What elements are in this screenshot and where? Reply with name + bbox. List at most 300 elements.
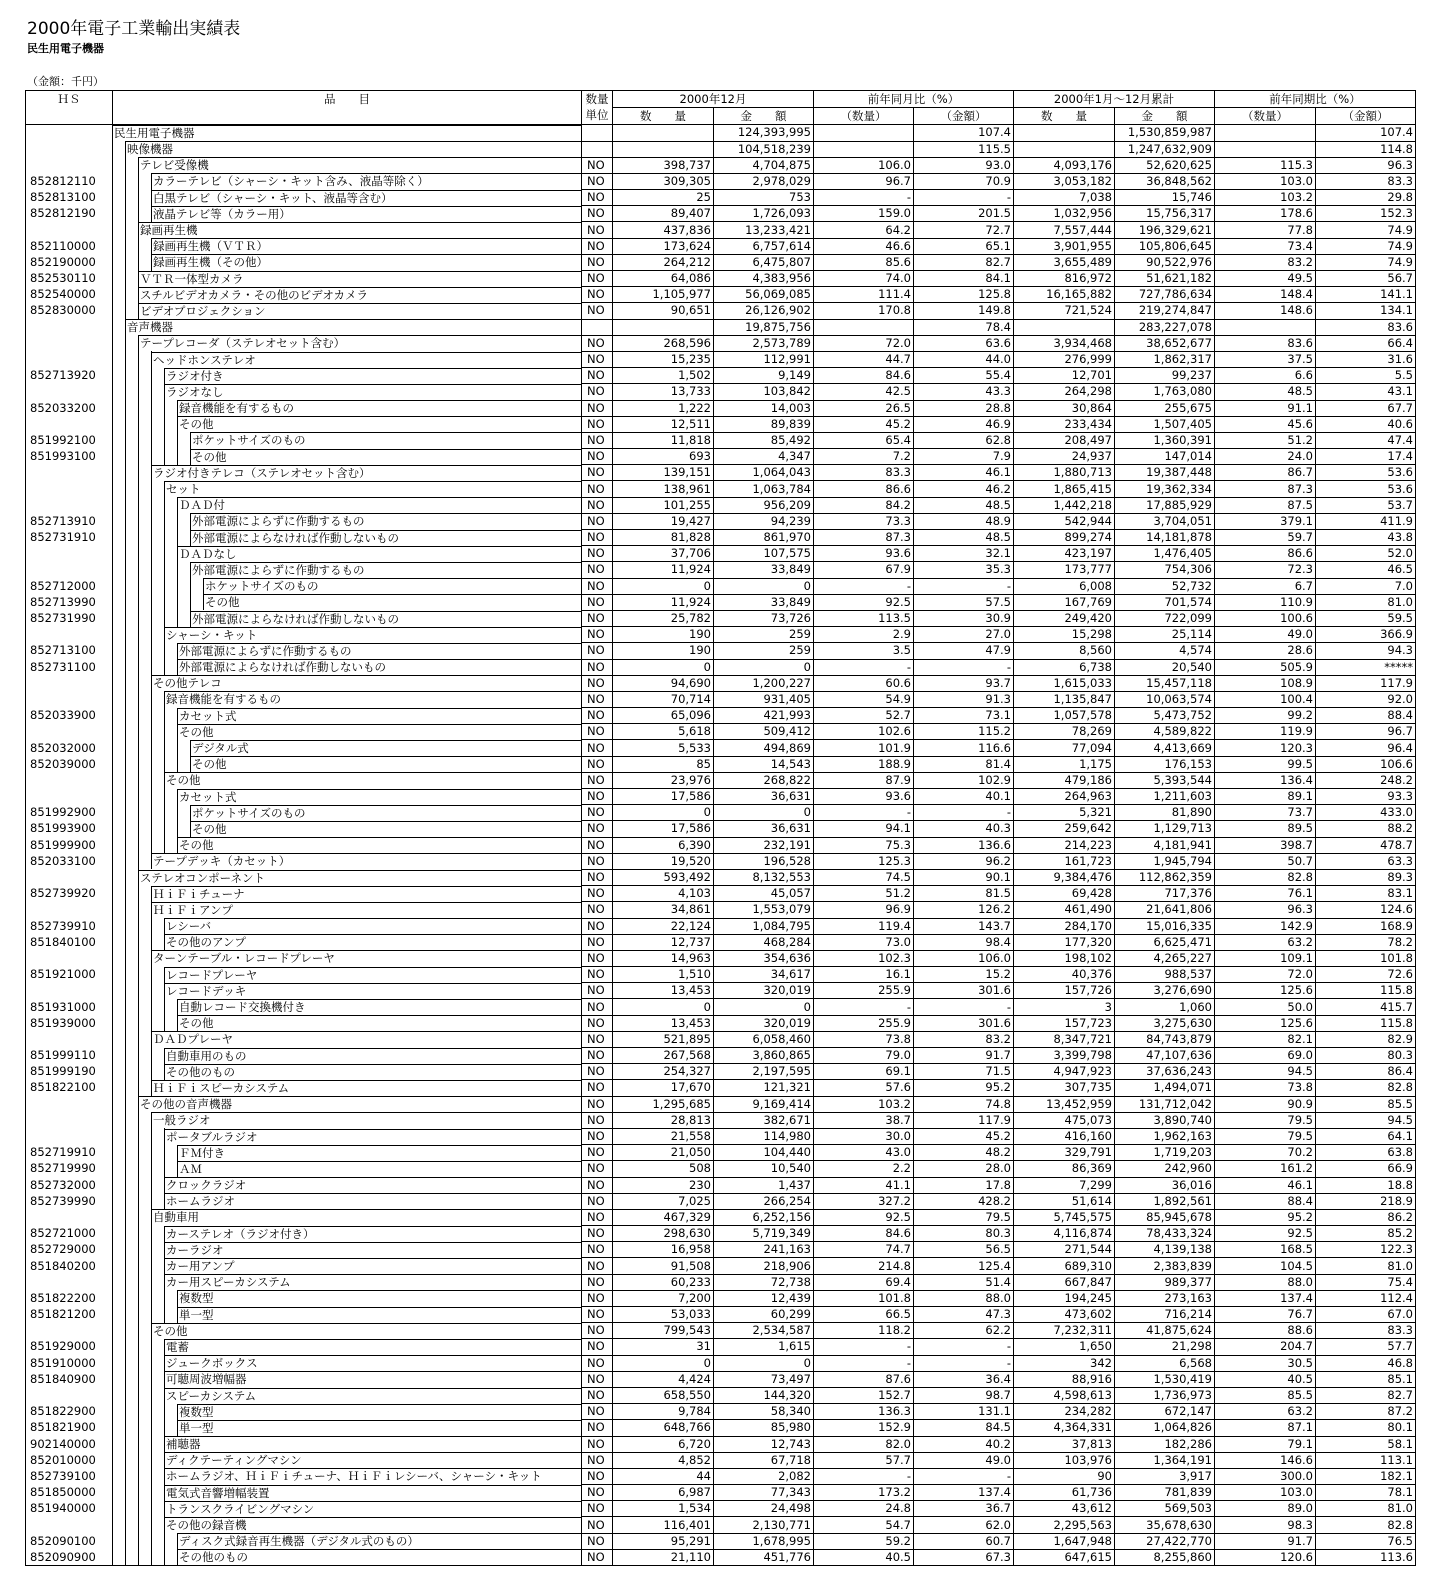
quantity-unit: NO [582,530,613,546]
cum-quantity: 4,947,923 [1014,1064,1115,1080]
cum-yoy-quantity: 45.6 [1215,416,1316,432]
cum-yoy-quantity: 103.0 [1215,173,1316,189]
table-row [26,1436,1416,1452]
quantity-unit: NO [582,1080,613,1096]
hs-code [26,416,113,432]
dec-amount: 114,980 [714,1128,814,1144]
hs-code: 851822900 [26,1404,113,1420]
hs-code: 852731100 [26,659,113,675]
item-cell [113,1209,582,1225]
cum-yoy-amount: 115.8 [1316,1015,1416,1031]
item-name: ラジオ付きテレコ（ステレオセット含む） [152,465,581,481]
cum-quantity: 177,320 [1014,934,1115,950]
item-cell [113,627,582,643]
table-row [26,1015,1416,1031]
cum-amount: 182,286 [1115,1436,1215,1452]
hs-code: 852039000 [26,756,113,772]
table-row [26,1031,1416,1047]
dec-yoy-amount: 57.5 [914,594,1014,610]
table-row [26,902,1416,918]
hs-code [26,222,113,238]
item-cell [113,805,582,821]
item-name: スピーカシステム [165,1388,581,1404]
dec-amount: 266,254 [714,1193,814,1209]
cum-amount: 989,377 [1115,1274,1215,1290]
cum-yoy-amount: 47.4 [1316,432,1416,448]
dec-yoy-amount: 106.0 [914,950,1014,966]
cum-quantity: 249,420 [1014,610,1115,626]
dec-amount: 67,718 [714,1452,814,1468]
cum-quantity: 2,295,563 [1014,1517,1115,1533]
dec-quantity: 25 [613,190,714,206]
item-cell [113,562,582,578]
item-cell [113,853,582,869]
hs-code: 852090900 [26,1549,113,1566]
dec-yoy-amount: 44.0 [914,351,1014,367]
cum-yoy-quantity: 30.5 [1215,1355,1316,1371]
item-name: テープレコーダ（ステレオセット含む） [139,335,581,351]
cum-amount: 4,139,138 [1115,1242,1215,1258]
cum-yoy-quantity: 89.1 [1215,789,1316,805]
cum-yoy-amount: 74.9 [1316,238,1416,254]
item-cell [113,1420,582,1436]
item-cell [113,1096,582,1112]
hs-code [26,481,113,497]
cum-quantity: 1,647,948 [1014,1533,1115,1549]
item-cell [113,1112,582,1128]
dec-amount: 468,284 [714,934,814,950]
dec-yoy-quantity: 73.3 [814,513,914,529]
dec-yoy-quantity: 73.8 [814,1031,914,1047]
quantity-unit: NO [582,1501,613,1517]
quantity-unit: NO [582,206,613,222]
dec-yoy-quantity: 255.9 [814,983,914,999]
cum-quantity: 103,976 [1014,1452,1115,1468]
dec-yoy-quantity: 170.8 [814,303,914,319]
item-name: 録音機能を有するもの [178,400,581,416]
cum-quantity: 1,442,218 [1014,497,1115,513]
cum-yoy-amount: 74.9 [1316,222,1416,238]
dec-amount: 259 [714,643,814,659]
quantity-unit: NO [582,918,613,934]
cum-yoy-amount: 117.9 [1316,675,1416,691]
cum-amount: 90,522,976 [1115,254,1215,270]
item-name: ポータブルラジオ [165,1129,581,1145]
cum-yoy-amount: 43.1 [1316,384,1416,400]
dec-amount: 1,553,079 [714,902,814,918]
table-row [26,173,1416,189]
dec-yoy-amount: 51.4 [914,1274,1014,1290]
dec-yoy-amount: 40.1 [914,789,1014,805]
dec-yoy-quantity: 69.4 [814,1274,914,1290]
cum-yoy-amount: 64.1 [1316,1128,1416,1144]
cum-yoy-amount: 46.5 [1316,562,1416,578]
item-cell [113,578,582,594]
hs-code [26,675,113,691]
dec-yoy-amount: 126.2 [914,902,1014,918]
item-name: その他 [178,416,581,432]
cum-yoy-quantity: 79.1 [1215,1436,1316,1452]
dec-yoy-amount: 40.2 [914,1436,1014,1452]
dec-amount: 0 [714,578,814,594]
hs-code: 851850000 [26,1485,113,1501]
quantity-unit: NO [582,190,613,206]
quantity-unit: NO [582,837,613,853]
cum-yoy-amount: 82.8 [1316,1517,1416,1533]
item-name: カラーテレビ（シャーシ・キット含み、液晶等除く） [152,173,581,189]
item-cell [113,1468,582,1484]
cum-yoy-amount: 75.4 [1316,1274,1416,1290]
dec-yoy-quantity: - [814,1339,914,1355]
item-header: 品 目 [113,91,582,125]
item-cell [113,141,582,157]
item-name: 外部電源によらずに作動するもの [178,643,581,659]
item-cell [113,1323,582,1339]
cum-quantity: 3,053,182 [1014,173,1115,189]
cum-yoy-quantity: 49.0 [1215,627,1316,643]
dec-yoy-amount: 81.5 [914,886,1014,902]
hs-code: 852721000 [26,1226,113,1242]
item-cell [113,190,582,206]
dec-yoy-quantity: 136.3 [814,1404,914,1420]
hs-code [26,335,113,351]
dec-yoy-amount: - [914,999,1014,1015]
hs-code [26,1209,113,1225]
cum-yoy-amount: 93.3 [1316,789,1416,805]
cum-yoy-quantity: 100.6 [1215,610,1316,626]
table-row [26,594,1416,610]
hs-code: 851993100 [26,449,113,465]
table-row [26,772,1416,788]
cum-amount: 5,393,544 [1115,772,1215,788]
table-row [26,821,1416,837]
cum-yoy-quantity: 91.7 [1215,1533,1316,1549]
dec-quantity: 21,050 [613,1145,714,1161]
table-row [26,400,1416,416]
quantity-unit: NO [582,368,613,384]
item-name: その他 [152,1323,581,1339]
cum-yoy-amount: 81.0 [1316,1258,1416,1274]
dec-amount: 2,130,771 [714,1517,814,1533]
dec-amount: 104,518,239 [714,141,814,157]
cum-amount: 52,620,625 [1115,157,1215,173]
hs-code: 852033900 [26,708,113,724]
quantity-unit [582,319,613,335]
cum-yoy-quantity: 92.5 [1215,1226,1316,1242]
dec-yoy-amount: 56.5 [914,1242,1014,1258]
hs-code [26,772,113,788]
cum-amount: 105,806,645 [1115,238,1215,254]
dec-amount: 89,839 [714,416,814,432]
dec-quantity: 14,963 [613,950,714,966]
hs-code [26,691,113,707]
dec-amount: 9,169,414 [714,1096,814,1112]
dec-quantity: 1,510 [613,967,714,983]
item-name: 録画再生機（ＶＴＲ） [152,238,581,254]
dec-yoy-quantity: 3.5 [814,643,914,659]
cum-amount: 21,298 [1115,1339,1215,1355]
item-cell [113,659,582,675]
dec-quantity: 17,586 [613,789,714,805]
item-name: 自動レコード交換機付き [178,999,581,1015]
table-row [26,1161,1416,1177]
cum-yoy-amount: 80.3 [1316,1048,1416,1064]
dec-yoy-amount: 67.3 [914,1549,1014,1566]
dec-amount: 72,738 [714,1274,814,1290]
cum-quantity: 4,093,176 [1014,157,1115,173]
cum-amount: 20,540 [1115,659,1215,675]
dec-yoy-quantity: 152.9 [814,1420,914,1436]
item-name: テープデッキ（カセット） [152,853,581,869]
cum-yoy-quantity: 146.6 [1215,1452,1316,1468]
cum-amount: 3,917 [1115,1468,1215,1484]
dec-yoy-quantity: 54.9 [814,691,914,707]
item-cell [113,384,582,400]
cum-yoy-amount: 366.9 [1316,627,1416,643]
dec-amount: 1,726,093 [714,206,814,222]
dec-amount: 1,063,784 [714,481,814,497]
dec-amount: 232,191 [714,837,814,853]
hs-code: 852713100 [26,643,113,659]
item-cell [113,918,582,934]
dec-yoy-amount: 93.7 [914,675,1014,691]
dec-quantity: 521,895 [613,1031,714,1047]
item-name: 単一型 [178,1307,581,1323]
quantity-unit: NO [582,1549,613,1566]
dec-amount: 85,492 [714,432,814,448]
hs-code [26,1274,113,1290]
cum-amount: 52,732 [1115,578,1215,594]
cum-yoy-amount: 85.2 [1316,1226,1416,1242]
item-name: ディクテーティングマシン [165,1452,581,1468]
dec-yoy-quantity: 59.2 [814,1533,914,1549]
quantity-unit: NO [582,481,613,497]
item-cell [113,967,582,983]
dec-amount: 6,252,156 [714,1209,814,1225]
hs-code [26,627,113,643]
table-row [26,384,1416,400]
dec-yoy-quantity: 82.0 [814,1436,914,1452]
cum-quantity: 15,298 [1014,627,1115,643]
cum-amount: 754,306 [1115,562,1215,578]
dec-quantity: 25,782 [613,610,714,626]
table-row [26,1501,1416,1517]
cum-amount: 781,839 [1115,1485,1215,1501]
cum-amount: 36,016 [1115,1177,1215,1193]
quantity-unit: NO [582,1031,613,1047]
quantity-unit: NO [582,853,613,869]
dec-yoy-quantity: 72.0 [814,335,914,351]
dec-yoy-amount: 27.0 [914,627,1014,643]
cum-yoy-quantity: 73.8 [1215,1080,1316,1096]
dec-yoy-quantity: 111.4 [814,287,914,303]
dec-amount: 94,239 [714,513,814,529]
item-cell [113,594,582,610]
dec-yoy-quantity: 60.6 [814,675,914,691]
quantity-unit: NO [582,902,613,918]
quantity-unit: NO [582,789,613,805]
dec-yoy-amount: 82.7 [914,254,1014,270]
dec-yoy-quantity: 75.3 [814,837,914,853]
hs-code: 852713990 [26,594,113,610]
quantity-unit: NO [582,1064,613,1080]
dec-yoy-quantity: 188.9 [814,756,914,772]
cum-quantity: 264,963 [1014,789,1115,805]
dec-amount: 34,617 [714,967,814,983]
dec-yoy-quantity: 51.2 [814,886,914,902]
item-name: ステレオコンポーネント [139,870,581,886]
dec-yoy-quantity: 52.7 [814,708,914,724]
cum-yoy-amount: 88.2 [1316,821,1416,837]
item-cell [113,999,582,1015]
cum-amount: 4,181,941 [1115,837,1215,853]
hs-code [26,1096,113,1112]
cum-amount: 3,890,740 [1115,1112,1215,1128]
table-row [26,950,1416,966]
cum-quantity: 194,245 [1014,1290,1115,1306]
table-row [26,967,1416,983]
quantity-unit: NO [582,675,613,691]
cum-amount: 27,422,770 [1115,1533,1215,1549]
table-row [26,691,1416,707]
dec-yoy-quantity: 96.7 [814,173,914,189]
item-cell [113,1177,582,1193]
cum-yoy-quantity: 125.6 [1215,983,1316,999]
dec-amount: 2,978,029 [714,173,814,189]
table-row [26,465,1416,481]
cum-quantity: 43,612 [1014,1501,1115,1517]
cum-amount: 176,153 [1115,756,1215,772]
dec-amount: 382,671 [714,1112,814,1128]
quantity-unit: NO [582,1193,613,1209]
dec-quantity: 7,200 [613,1290,714,1306]
cum-yoy-quantity: 89.0 [1215,1501,1316,1517]
dec-amount: 73,497 [714,1371,814,1387]
cum-yoy-quantity: 79.5 [1215,1112,1316,1128]
item-cell [113,1064,582,1080]
table-row [26,432,1416,448]
cum-quantity: 284,170 [1014,918,1115,934]
dec-yoy-quantity: 255.9 [814,1015,914,1031]
cum-amount: 569,503 [1115,1501,1215,1517]
table-row [26,287,1416,303]
dec-quantity: 11,924 [613,562,714,578]
dec-amount: 421,993 [714,708,814,724]
dec-yoy-quantity: 101.8 [814,1290,914,1306]
dec-yoy-quantity: 79.0 [814,1048,914,1064]
dec-yoy-quantity: 16.1 [814,967,914,983]
dec-amount: 4,383,956 [714,271,814,287]
dec-amount: 1,084,795 [714,918,814,934]
table-row [26,756,1416,772]
dec-yoy-quantity: 38.7 [814,1112,914,1128]
hs-code: 851929000 [26,1339,113,1355]
item-cell [113,497,582,513]
dec-yoy-quantity: 69.1 [814,1064,914,1080]
table-row [26,513,1416,529]
cum-amount: 1,530,419 [1115,1371,1215,1387]
hs-code: 851840200 [26,1258,113,1274]
item-name: その他 [191,756,581,772]
table-row [26,1226,1416,1242]
dec-amount: 6,475,807 [714,254,814,270]
dec-amount: 1,437 [714,1177,814,1193]
dec-quantity: 138,961 [613,481,714,497]
item-cell [113,1145,582,1161]
dec-yoy-amount: 65.1 [914,238,1014,254]
dec-quantity: 254,327 [613,1064,714,1080]
cum-quantity: 88,916 [1014,1371,1115,1387]
quantity-unit: NO [582,1209,613,1225]
table-row [26,546,1416,562]
dec-amount: 33,849 [714,594,814,610]
sub-header-dec-yoy-amount: （金額） [914,108,1014,125]
dec-yoy-quantity: 24.8 [814,1501,914,1517]
cum-amount: 38,652,677 [1115,335,1215,351]
quantity-unit: NO [582,1339,613,1355]
item-cell [113,287,582,303]
hs-code: 851993900 [26,821,113,837]
hs-code [26,157,113,173]
dec-quantity: 1,502 [613,368,714,384]
cum-yoy-amount: 7.0 [1316,578,1416,594]
quantity-unit: NO [582,238,613,254]
cum-yoy-quantity: 115.3 [1215,157,1316,173]
dec-quantity: 28,813 [613,1112,714,1128]
table-row [26,125,1416,142]
item-name: 音声機器 [126,319,581,335]
dec-yoy-quantity: 2.9 [814,627,914,643]
dec-yoy-quantity: 92.5 [814,594,914,610]
table-row [26,1533,1416,1549]
dec-yoy-quantity: 159.0 [814,206,914,222]
dec-amount: 33,849 [714,562,814,578]
cum-yoy-quantity: 6.6 [1215,368,1316,384]
cum-quantity: 342 [1014,1355,1115,1371]
cum-yoy-quantity: 110.9 [1215,594,1316,610]
quantity-unit: NO [582,1258,613,1274]
cum-yoy-quantity: 83.6 [1215,335,1316,351]
dec-yoy-amount: 131.1 [914,1404,1014,1420]
dec-yoy-quantity: - [814,659,914,675]
cum-amount: 21,641,806 [1115,902,1215,918]
quantity-unit: NO [582,756,613,772]
dec-yoy-amount: 30.9 [914,610,1014,626]
dec-yoy-quantity: 106.0 [814,157,914,173]
dec-amount: 354,636 [714,950,814,966]
item-cell [113,1048,582,1064]
table-row [26,1209,1416,1225]
dec-yoy-amount: 88.0 [914,1290,1014,1306]
item-cell [113,724,582,740]
hs-code: 852530110 [26,271,113,287]
dec-quantity: 37,706 [613,546,714,562]
cum-quantity: 9,384,476 [1014,869,1115,885]
item-name: カセット式 [178,708,581,724]
dec-amount: 6,058,460 [714,1031,814,1047]
dec-yoy-amount: 47.9 [914,643,1014,659]
hs-code: 852739100 [26,1468,113,1484]
item-name: その他のもの [178,1549,581,1565]
cum-yoy-quantity: 6.7 [1215,578,1316,594]
item-name: その他のもの [165,1064,581,1080]
table-row [26,303,1416,319]
dec-yoy-quantity: 2.2 [814,1161,914,1177]
hs-code [26,1387,113,1403]
item-name: 録画再生機（その他） [152,254,581,270]
quantity-unit: NO [582,497,613,513]
table-row [26,1258,1416,1274]
